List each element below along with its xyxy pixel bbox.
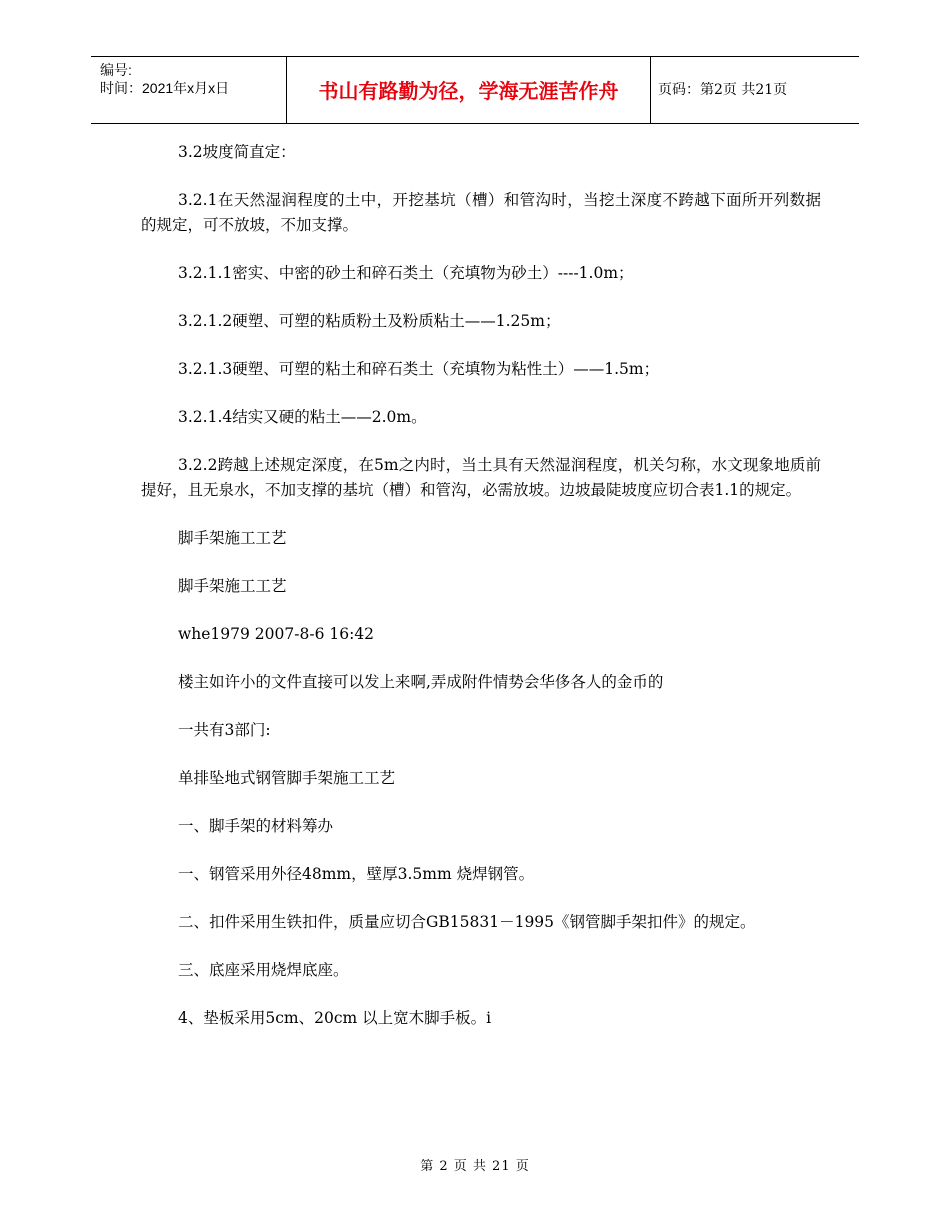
page-footer: 第 2 页 共 21 页 bbox=[420, 1159, 530, 1174]
body-paragraph: 三、底座采用烧焊底座。 bbox=[178, 961, 349, 979]
header-page-cell bbox=[650, 57, 859, 123]
body-paragraph: 一共有3部门: bbox=[178, 721, 271, 739]
document-body bbox=[141, 140, 821, 1054]
header-motto-cell bbox=[286, 57, 651, 123]
document-header bbox=[91, 56, 859, 124]
body-paragraph: 3.2.1.4结实又硬的粘土——2.0m。 bbox=[178, 408, 427, 426]
body-paragraph: 3.2.1.3硬塑、可塑的粘土和碎石类土（充填物为粘性土）——1.5m； bbox=[178, 360, 660, 378]
post-author-timestamp: whe1979 2007-8-6 16:42 bbox=[178, 625, 375, 643]
body-paragraph: 3.2.2跨越上述规定深度，在5m之内时，当土具有天然湿润程度，机关匀称，水文现象地质前提好，且无泉水，不加支撑的基坑（槽）和管沟，必需放坡。边坡最陡坡度应切合表1.1的规定。 bbox=[141, 456, 821, 499]
body-paragraph: 4、垫板采用5cm、20cm 以上宽木脚手板。i bbox=[178, 1009, 492, 1027]
header-motto: 书山有路勤为径，学海无涯苦作舟 bbox=[318, 79, 619, 103]
body-paragraph: 一、钢管采用外径48mm，壁厚3.5mm 烧焊钢管。 bbox=[178, 865, 535, 883]
body-paragraph: 3.2.1在天然湿润程度的土中，开挖基坑（槽）和管沟时，当挖土深度不跨越下面所开列数据的规定，可不放坡，不加支撑。 bbox=[141, 191, 821, 234]
section-heading: 脚手架施工工艺 bbox=[178, 529, 287, 547]
section-heading: 脚手架施工工艺 bbox=[178, 577, 287, 595]
header-page-number: 页码：第2页 共21页 bbox=[658, 82, 788, 98]
body-paragraph: 3.2.1.1密实、中密的砂土和碎石类土（充填物为砂土）----1.0m； bbox=[178, 264, 634, 282]
section-heading: 单排坠地式钢管脚手架施工工艺 bbox=[178, 769, 396, 787]
body-paragraph: 二、扣件采用生铁扣件，质量应切合GB15831－1995《钢管脚手架扣件》的规定。 bbox=[178, 913, 756, 931]
document-number-label: 编号: bbox=[100, 62, 132, 78]
document-time-label: 时间：2021年x月x日 bbox=[100, 80, 230, 96]
body-paragraph: 楼主如许小的文件直接可以发上来啊,弄成附件情势会华侈各人的金币的 bbox=[178, 673, 664, 691]
body-paragraph: 3.2坡度简直定： bbox=[178, 143, 296, 161]
body-paragraph: 一、脚手架的材料筹办 bbox=[178, 817, 334, 835]
header-meta-cell bbox=[91, 57, 286, 123]
body-paragraph: 3.2.1.2硬塑、可塑的粘质粉土及粉质粘土——1.25m； bbox=[178, 312, 561, 330]
